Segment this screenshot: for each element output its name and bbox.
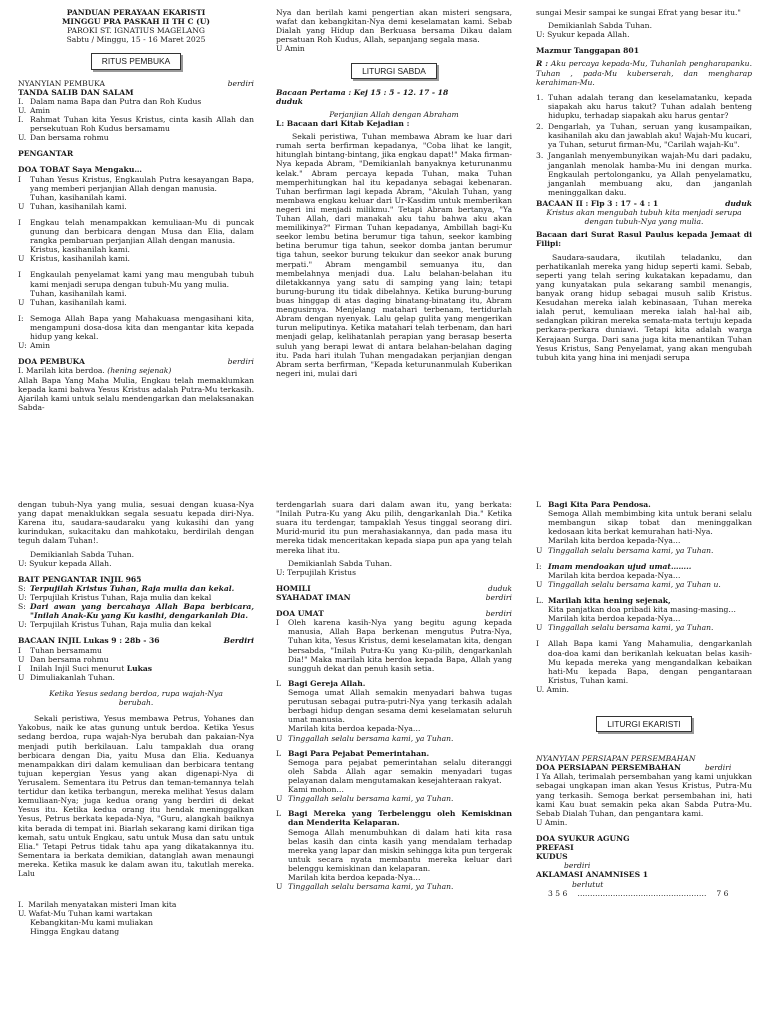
speaker-label: U xyxy=(18,654,25,664)
tobat-line xyxy=(18,270,254,297)
kyrie-text: Tuhan, kasihanilah kami. xyxy=(30,192,127,202)
line-text xyxy=(30,218,254,254)
posture-label: duduk xyxy=(725,198,752,208)
nyanyian-pembuka-label: NYANYIAN PEMBUKA xyxy=(18,78,106,88)
homili-heading: HOMILI xyxy=(276,583,311,593)
speaker-label: I xyxy=(18,174,21,184)
petition-invite: Marilah kita berdoa kepada-Nya… xyxy=(548,536,681,546)
posture-label: berdiri xyxy=(485,592,512,602)
verse-number: 1. xyxy=(536,92,544,102)
speaker-label: I xyxy=(18,645,21,655)
speaker-label: U xyxy=(18,672,25,682)
reading-continuation: dengan tubuh-Nya yang mulia, sesuai dengan kuasa-Nya yang dapat menaklukkan segala sesuatu kepada diri-Nya. Karena itu, saudara-saudaraku yang kukasihi dan yang kurindukan, sukacitaku dan mahkotaku, berdirilah dengan teguh dalam Tuhan!. xyxy=(18,500,254,546)
reading-continuation: sungai Mesir sampai ke sungai Efrat yang besar itu." xyxy=(536,8,741,17)
speaker-label: S: xyxy=(18,583,26,593)
line-text-b: Lukas xyxy=(126,663,153,673)
doa-tobat-heading: DOA TOBAT Saya Mengaku… xyxy=(18,165,142,175)
acclamation-line: U. Wafat-Mu Tuhan kami wartakan xyxy=(18,909,153,919)
posture-label: duduk xyxy=(487,583,512,593)
acclamation-line: I. Marilah menyatakan misteri Iman kita xyxy=(18,900,177,910)
petition-text: Semoga umat Allah semakin menyadari bahwa tugas perutusan sebagai putra-putri-Nya yang terkasih adalah berbagi hidup dengan sesama demi keselamatan seluruh umat manusia. xyxy=(288,687,512,725)
speaker-label: U xyxy=(18,254,25,264)
tobat-line xyxy=(18,341,254,350)
line-text xyxy=(30,314,254,341)
petition-response xyxy=(276,794,512,803)
reading-text-lukas: Sekali peristiwa, Yesus membawa Petrus, Yohanes dan Yakobus, naik ke atas gunung untuk berdoa. Ketika Yesus sedang berdoa, rupa wajah-Nya berubah dan pakaian-Nya menjadi putih berkilauan. Lalu tampaklah dua orang berbicara dengan Dia, yaitu Musa dan Elia. Keduanya menampakkan diri dalam kemuliaan dan berbicara tentang tujuan kepergian Yesus yang akan digenapi-Nya di Yerusalem. Sementara itu Petrus dan teman-temannya telah tertidur dan ketika terbangun, mereka melihat Yesus dalam kemuliaan-Nya; juga kedua orang yang berdiri di dekat Yesus itu. Ketika kedua orang itu hendak meninggalkan Yesus, Petrus berkata kepada-Nya, "Guru, alangkah baiknya kita berada di tempat ini. Biarlah sekarang kami dirikan tiga kemah, satu untuk Engkau, satu untuk Musa dan satu untuk Elia." Tetapi Petrus tidak tahu apa yang dikatakannya itu. Sementara ia berkata demikian, datanglah awan menaungi mereka. Ketika masuk ke dalam awan itu, takutlah mereka. Lalu xyxy=(18,714,254,879)
bait-line xyxy=(18,602,254,620)
mass-date: Sabtu / Minggu, 15 - 16 Maret 2025 xyxy=(66,35,206,45)
line-text xyxy=(30,254,254,263)
petition-response: U Tinggallah selalu bersama kami, ya Tuhan u. xyxy=(536,579,721,589)
mazmur-verse xyxy=(536,122,752,149)
line-text xyxy=(30,298,254,307)
line-text: Dalam nama Bapa dan Putra dan Roh Kudus xyxy=(30,96,202,106)
reading-subtitle: Kristus akan mengubah tubuh kita menjadi serupa dengan tubuh-Nya yang mulia. xyxy=(546,208,742,227)
column-top-right xyxy=(536,8,752,456)
speaker-label: L xyxy=(276,748,282,758)
posture-label: berdiri xyxy=(227,357,254,367)
injil-dialogue-lines xyxy=(18,646,254,682)
column-bottom-middle xyxy=(276,500,512,1024)
tobat-line xyxy=(18,298,254,307)
bait-line xyxy=(18,593,254,602)
line-text xyxy=(30,175,254,202)
syahadat-heading: SYAHADAT IMAN xyxy=(276,592,351,602)
speaker-label: I xyxy=(18,217,21,227)
line-text: Terpujilah Kristus Tuhan, Raja mulia dan kekal xyxy=(30,592,212,602)
posture-label: berdiri xyxy=(227,78,254,88)
bait-line xyxy=(18,584,254,593)
demikian-sabda: Demikianlah Sabda Tuhan. xyxy=(30,549,134,559)
mazmur-verse xyxy=(536,93,752,120)
petition-invite: Marilah kita berdoa kepada-Nya… xyxy=(548,614,681,624)
petition-title xyxy=(276,809,512,827)
doa-pembuka-heading: DOA PEMBUKA xyxy=(18,357,85,367)
speaker-label: U. xyxy=(18,133,27,143)
bait-pengantar-heading: BAIT PENGANTAR INJIL 965 xyxy=(18,574,142,584)
petition-text: Semoga para pejabat pemerintahan selalu diteranggi oleh Sabda Allah agar semakin menyadari tugas pelayanan dalam mengutamakan kesejahteraan rakyat. xyxy=(288,757,512,785)
petition-text: Kita panjatkan doa pribadi kita masing-masing… xyxy=(548,605,736,615)
section-box-liturgi-ekaristi: LITURGI EKARISTI xyxy=(596,716,692,732)
parish-name: PAROKI ST. IGNATIUS MAGELANG xyxy=(67,26,205,36)
petition-response: U Tinggallah selalu bersama kami, ya Tuhan. xyxy=(536,545,714,555)
petition-title: I: Imam mendoakan ujud umat…….. xyxy=(536,561,692,571)
tobat-line xyxy=(18,202,254,211)
tobat-line xyxy=(18,218,254,254)
misteri-iman-lines xyxy=(18,900,254,936)
column-bottom-left xyxy=(18,500,254,1024)
tobat-line xyxy=(18,254,254,263)
petition xyxy=(276,749,512,804)
amin-response: U. Amin. xyxy=(536,684,569,694)
tobat-text: Tuhan Yesus Kristus, Engkaulah Putra kesayangan Bapa, yang memberi perjanjian Allah dengan manusia. xyxy=(30,174,254,193)
reading-announcement: L: Bacaan dari Kitab Kejadian : xyxy=(276,118,410,128)
kyrie-text: Kristus, kasihanilah kami. xyxy=(30,245,130,255)
petition-title xyxy=(276,749,512,758)
tobat-text: Kristus, kasihanilah kami. xyxy=(30,254,130,264)
booklet-subtitle: MINGGU PRA PASKAH II TH C (U) xyxy=(62,17,210,27)
petition-title xyxy=(276,679,512,688)
bait-line xyxy=(18,620,254,629)
speaker-label: L xyxy=(276,678,282,688)
line-text: Amin xyxy=(30,105,51,115)
reading-text-kejadian: Sekali peristiwa, Tuhan membawa Abram ke luar dari rumah serta berfirman kepadanya, "Coba lihat ke langit, hitunglah bintang-bintang, jika engkau dapat!" Maka firman-Nya kepada Abram, "Demikianlah banyaknya keturunanmu kelak." Abram percaya kepada Tuhan, maka Tuhan memperhitungkan hal itu kepadanya sebagai kebenaran. Tuhan berfirman lagi kepada Abram, "Akulah Tuhan, yang membawa engkau keluar dari Ur-Kasdim untuk memberikan negeri ini menjadi milikmu." Tetapi Abram bertanya, "Ya Tuhan Allah, dari manakah aku tahu bahwa aku akan memilikinya?" Firman Tuhan kepadanya, Ambillah bagi-Ku seekor lembu betina berumur tiga tahun, seekor kambing betina berumur tiga tahun, seekor domba jantan berumur tiga tahun, seekor burung tekukur dan seekor anak burung merpati." Abram mengambil semuanya itu, dan membelahnya menjadi dua. Lalu belahan-belahan itu diletakkannya yang satu di samping yang lain; tetapi burung-burung itu tidak dibelahnya. Ketika burung-burung buas hinggap di atas daging binatang-binatang itu, Abram mengusirnya. Menjelang matahari terbenam, tertidurlah Abram dengan nyenyak. Lalu gelap gulita yang mengerikan turun meliputinya. Ketika matahari telah terbenam, dan hari menjadi gelap, kelihatanlah perapian yang berasap beserta suluh yang berapi lewat di antara belahan-belahan daging itu. Pada hari itulah Tuhan mengadakan perjanjian dengan Abram serta berfirman, "Kepada keturunanmulah Kuberikan negeri ini, mulai dari xyxy=(276,132,512,378)
speaker-label: L xyxy=(276,809,282,819)
amin-response: U Amin xyxy=(276,44,305,54)
reading-announcement: Bacaan dari Surat Rasul Paulus kepada Jemaat di Filipi: xyxy=(536,230,752,249)
line-text: Terpujilah Kristus Tuhan, Raja mulia dan kekal. xyxy=(30,583,235,593)
speaker-label: U. xyxy=(18,105,27,115)
reading-text-filipi: Saudara-saudara, ikutilah teladanku, dan perhatikanlah mereka yang hidup seperti kami. Sebab, seperti yang telah sering kukatakan kepadamu, dan yang kunyatakan pula sekarang sambil menangis, banyak orang hidup sebagai musuh salib Kristus. Kesudahan mereka ialah kebinasaan, Tuhan mereka ialah perut, kemuliaan mereka ialah hal-hal aib, sedangkan pikiran mereka semata-mata tertuju kepada perkara-perkara duniawi. Tetapi kita adalah warga Kerajaan Surga. Dari sana juga kita menantikan Tuhan Yesus Kristus, Sang Penyelamat, yang akan mengubah tubuh kita yang hina ini menjadi serupa xyxy=(536,252,752,362)
line-text: Dimuliakanlah Tuhan. xyxy=(30,672,115,682)
section-box-ritus-pembuka: RITUS PEMBUKA xyxy=(91,53,181,69)
speaker-label: I: xyxy=(18,313,24,323)
line-text xyxy=(30,664,254,673)
mazmur-refrain: R : Aku percaya kepada-Mu, Tuhanlah pengharapanku. Tuhan , pada-Mu kuberserah, dan mengharap kerahiman-Mu. xyxy=(536,59,752,87)
syukur-response: U: Syukur kepada Allah. xyxy=(536,30,630,40)
bait-pengantar-lines xyxy=(18,584,254,630)
speaker-label: U xyxy=(18,297,25,307)
dialogue-line xyxy=(18,97,254,106)
line-text: Tuhan bersamamu xyxy=(30,645,102,655)
nyanyian-persiapan-label: NYANYIAN PERSIAPAN PERSEMBAHAN xyxy=(536,754,696,764)
posture-label: berlutut xyxy=(572,879,604,889)
reading-subtitle: Ketika Yesus sedang berdoa, rupa wajah-Nya berubah. xyxy=(49,688,223,708)
speaker-label: U: xyxy=(18,341,27,351)
bacaan-kedua-heading: BACAAN II : Flp 3 : 17 - 4 : 1 xyxy=(536,198,659,208)
posture-label: duduk xyxy=(276,96,303,106)
petition-response: U Tinggallah selalu bersama kami, ya Tuhan. xyxy=(536,623,714,633)
tobat-text: Engkaulah penyelamat kami yang mau mengubah tubuh kami menjadi serupa dengan tubuh-Mu yang mulia. xyxy=(30,270,254,289)
tanda-salib-heading: TANDA SALIB DAN SALAM xyxy=(18,87,134,97)
verse-text: Janganlah menyembunyikan wajah-Mu dari padaku, janganlah menolak hamba-Mu ini dengan murka. Engkaulah pertolonganku, ya Allah penyelamatku, janganlah membuang aku, dan janganlah meninggalkan daku. xyxy=(548,151,752,197)
syukur-response: U: Syukur kepada Allah. xyxy=(18,558,112,568)
dialogue-line xyxy=(18,655,254,664)
doa-syukur-agung-heading: DOA SYUKUR AGUNG xyxy=(536,834,630,844)
acclamation-line: Hingga Engkau datang xyxy=(18,927,120,937)
bacaan-pertama-heading: Bacaan Pertama : Kej 15 : 5 - 12. 17 - 18 xyxy=(276,87,449,97)
dialogue-line xyxy=(18,664,254,673)
posture-label: berdiri xyxy=(485,609,512,619)
music-notation-line: 3 5 6 …………………………………………… 7 6 xyxy=(548,888,729,898)
line-text: Dari awan yang bercahaya Allah Bapa berbicara, "Inilah Anak-Ku yang Ku kasihi, dengarkanlah Dia. xyxy=(30,602,254,621)
column-top-middle xyxy=(276,8,512,456)
dialogue-line xyxy=(18,106,254,115)
dialogue-line xyxy=(18,673,254,682)
speaker-label: U xyxy=(18,201,25,211)
petition-invite: Marilah kita berdoa kepada-Nya… xyxy=(548,570,681,580)
petition-invite: Kami mohon… xyxy=(288,785,344,795)
kyrie-text: Tuhan, kasihanilah kami. xyxy=(30,288,127,298)
line-text: Tinggallah selalu bersama kami, ya Tuhan. xyxy=(288,733,454,743)
petition-text: Semoga Allah menumbuhkan di dalam hati kita rasa belas kasih dan cinta kasih yang mendalam terhadap mereka yang lapar dan miskin sehingga kita pun tergerak untuk secara nyata membantu mereka keluar dari belenggu kemiskinan dan kelaparan. xyxy=(288,827,512,873)
petition-response xyxy=(276,734,512,743)
demikian-sabda: Demikianlah Sabda Tuhan. xyxy=(288,558,392,568)
doa-persiapan-text: I Ya Allah, terimalah persembahan yang kami unjukkan sebagai ungkapan iman akan Yesus Kristus, Putra-Mu yang terkasih. Semoga berkat persembahan ini, hati kami Kau buat semakin peka akan Sabda Putra-Mu. Sebab Dialah Tuhan, dan pengantara kami. xyxy=(536,772,752,818)
line-text: Bagi Mereka yang Terbelenggu oleh Kemiskinan dan Menderita Kelaparan. xyxy=(288,809,512,828)
petition xyxy=(276,809,512,891)
speaker-label: U: xyxy=(18,592,27,602)
prefasi-heading: PREFASI xyxy=(536,843,574,853)
line-text xyxy=(30,341,254,350)
petition-invite: Marilah kita berdoa kepada-Nya… xyxy=(288,873,421,883)
speaker-label: I. xyxy=(18,114,24,124)
mazmur-verse xyxy=(536,151,752,197)
doa-umat-closing: I Allah Bapa kami Yang Mahamulia, dengarkanlah doa-doa kami dan berikanlah kekuatan belas kasih-Mu kepada mereka yang mengandalkan kebaikan hati-Mu kepada Bapa, dengan pengantaraan Kristus, Tuhan kami. xyxy=(536,639,752,685)
speaker-label: I xyxy=(18,270,21,280)
demikian-sabda: Demikianlah Sabda Tuhan. xyxy=(548,21,652,31)
reading-subtitle: Perjanjian Allah dengan Abraham xyxy=(329,109,459,119)
speaker-label: U: xyxy=(18,620,27,630)
posture-label: Berdiri xyxy=(223,636,254,646)
verse-number: 3. xyxy=(536,151,544,161)
verse-text: Tuhan adalah terang dan keselamatanku, kepada siapakah aku harus takut? Tuhan adalah benteng hidupku, terhadap siapakah aku harus gentar? xyxy=(548,92,752,120)
dialogue-line xyxy=(18,115,254,133)
speaker-label: S: xyxy=(18,602,26,612)
speaker-label: I. xyxy=(18,96,24,106)
line-text-a: Inilah Injil Suci menurut xyxy=(30,663,127,673)
petition-title: L Bagi Kita Para Pendosa. xyxy=(536,500,651,509)
line-text: Tinggallah selalu bersama kami, ya Tuhan. xyxy=(288,794,454,804)
dialogue-line xyxy=(18,646,254,655)
doa-pembuka-text: Allah Bapa Yang Maha Mulia, Engkau telah memaklumkan kepada kami bahwa Yesus Kristus adalah Putra-Mu terkasih. Ajarilah kami untuk selalu mendengarkan dan melaksanakan Sabda- xyxy=(18,375,254,412)
line-text: Dan bersama rohmu xyxy=(30,654,109,664)
doa-umat-heading: DOA UMAT xyxy=(276,609,324,619)
verse-number: 2. xyxy=(536,122,544,132)
speaker-label: U xyxy=(276,882,283,892)
tobat-text: Engkau telah menampakkan kemuliaan-Mu di puncak gunung dan berbicara dengan Musa dan Elia, dalam rangka pembaruan perjanjian Allah dengan manusia. xyxy=(30,217,254,246)
tobat-line xyxy=(18,175,254,202)
verse-text: Dengarlah, ya Tuhan, seruan yang kusampaikan, kasihanilah aku dan jawablah aku! Wajah-Mu kucari, ya Tuhan, seturut firman-Mu, "Carilah wajah-Ku". xyxy=(548,122,752,150)
speaker-label: U xyxy=(276,733,283,743)
column-bottom-right xyxy=(536,500,752,1024)
line-text: Dan bersama rohmu xyxy=(30,133,109,143)
section-box-liturgi-sabda: LITURGI SABDA xyxy=(351,63,437,79)
doa-persiapan-heading: DOA PERSIAPAN PERSEMBAHAN xyxy=(536,763,681,773)
aklamasi-heading: AKLAMASI ANAMNISES 1 xyxy=(536,870,649,880)
petition-title: L. Marilah kita hening sejenak, xyxy=(536,595,671,605)
line-text: Rahmat Tuhan kita Yesus Kristus, cinta kasih Allah dan persekutuan Roh Kudus bersamamu xyxy=(30,114,254,134)
speaker-label: U xyxy=(276,794,283,804)
tobat-text: Tuhan, kasihanilah kami. xyxy=(30,201,127,211)
petition-invite: Marilah kita berdoa kepada-Nya… xyxy=(288,724,421,734)
line-text: Bagi Para Pejabat Pemerintahan. xyxy=(288,748,430,758)
tobat-text: Tuhan, kasihanilah kami. xyxy=(30,297,127,307)
doa-tobat-lines xyxy=(18,175,254,351)
posture-label: berdiri xyxy=(564,861,591,871)
terpujilah-response: U: Terpujilah Kristus xyxy=(276,567,356,577)
line-text xyxy=(30,202,254,211)
tobat-text: Amin xyxy=(30,341,51,351)
reading-continuation: terdengarlah suara dari dalam awan itu, yang berkata: "Inilah Putra-Ku yang Aku pilih, dengarkanlah Dia." Ketika suara itu terdengar, tampaklah Yesus tinggal seorang diri. Murid-murid itu pun merahasiakannya, dan pada masa itu mereka tidak menceritakan kepada siapa pun apa yang telah mereka lihat itu. xyxy=(276,500,512,555)
mazmur-verses xyxy=(536,93,752,197)
acclamation-line: Kebangkitan-Mu kami muliakan xyxy=(18,918,153,928)
doa-pembuka-continuation: Nya dan berilah kami pengertian akan misteri sengsara, wafat dan kebangkitan-Nya demi keselamatan kami. Sebab Dialah yang Hidup dan Berkuasa bersama Dikau dalam persatuan Roh Kudus, Allah, sepanjang segala masa. xyxy=(276,8,512,45)
line-text: Tinggallah selalu bersama kami, ya Tuhan. xyxy=(288,882,454,892)
line-text: Terpujilah Kristus Tuhan, Raja mulia dan kekal xyxy=(30,620,212,630)
tanda-salib-lines xyxy=(18,97,254,143)
bacaan-injil-heading: BACAAN INJIL Lukas 9 : 28b - 36 xyxy=(18,636,160,646)
doa-umat-intro: I Oleh karena kasih-Nya yang begitu agung kepada manusia, Allah Bapa berkenan mengutus Putra-Nya, Tuhan kita, Yesus Kristus, demi keselamatan kita, dengan bersabda, "Inilah Putra-Ku yang Ku-pilih, dengarkanlah Dia!" Maka marilah kita berdoa kepada Bapa, Allah yang sungguh dekat dan penuh kasih setia. xyxy=(276,618,512,673)
tobat-text: Semoga Allah Bapa yang Mahakuasa mengasihani kita, mengampuni dosa-dosa kita dan mengantar kita kepada hidup yang kekal. xyxy=(30,313,254,342)
petition xyxy=(276,679,512,743)
posture-label: berdiri xyxy=(704,763,732,773)
mazmur-heading: Mazmur Tanggapan 801 xyxy=(536,46,639,56)
pengantar-heading: PENGANTAR xyxy=(18,149,74,159)
kudus-heading: KUDUS xyxy=(536,852,568,862)
booklet-title: PANDUAN PERAYAAN EKARISTI xyxy=(66,8,206,17)
line-text: Bagi Gereja Allah. xyxy=(288,678,366,688)
petition-response xyxy=(276,882,512,891)
doa-umat-petitions xyxy=(276,679,512,891)
tobat-line xyxy=(18,314,254,341)
amin-response: U Amin. xyxy=(536,817,568,827)
column-top-left xyxy=(18,8,254,456)
petition-text: Semoga Allah membimbing kita untuk berani selalu membangun sikap tobat dan meninggalkan kedosaan kita berkat kemurahan hati-Nya. xyxy=(548,509,752,537)
line-text xyxy=(30,270,254,297)
speaker-label: I xyxy=(18,663,21,673)
dialogue-line xyxy=(18,133,254,142)
doa-pembuka-invite: I. Marilah kita berdoa. (hening sejenak) xyxy=(18,366,172,376)
